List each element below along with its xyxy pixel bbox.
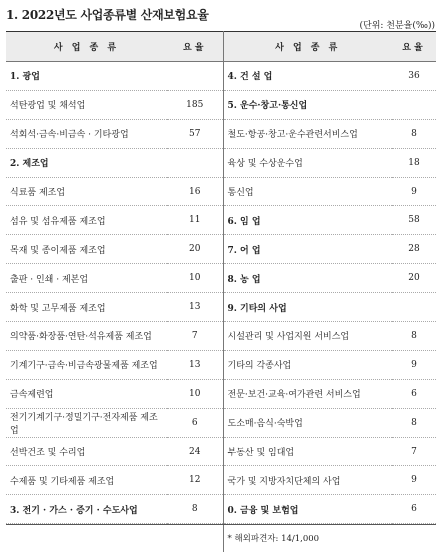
right-rate-cell: 9: [392, 177, 436, 206]
left-rate-cell: [167, 62, 223, 91]
left-rate-cell: 185: [167, 90, 223, 119]
header-left-rate: 요율: [167, 32, 223, 62]
left-rate-cell: 10: [167, 379, 223, 408]
right-name-cell: 전문·보건·교육·여가관련 서비스업: [223, 379, 392, 408]
table-row: [6, 466, 436, 495]
table-row: [6, 62, 436, 91]
right-rate-cell: 8: [392, 119, 436, 148]
right-rate-cell: 58: [392, 206, 436, 235]
left-name-cell: 1. 광업: [6, 62, 167, 91]
right-name-cell: 통신업: [223, 177, 392, 206]
right-rate-cell: [392, 90, 436, 119]
table-row: [6, 293, 436, 322]
left-name-cell: 기계기구·금속·비금속광물제품 제조업: [6, 350, 167, 379]
table-row: [6, 206, 436, 235]
left-name-cell: 전기기계기구·정밀기구·전자제품 제조업: [6, 408, 167, 437]
left-name-cell: 식료품 제조업: [6, 177, 167, 206]
right-rate-cell: 18: [392, 148, 436, 177]
left-rate-cell: [167, 148, 223, 177]
left-rate-cell: 10: [167, 264, 223, 293]
left-name-cell: 수제품 및 기타제품 제조업: [6, 466, 167, 495]
right-name-cell: 국가 및 지방자치단체의 사업: [223, 466, 392, 495]
rate-table: [6, 31, 436, 552]
right-name-cell: 4. 건 설 업: [223, 62, 392, 91]
left-rate-cell: 13: [167, 350, 223, 379]
left-rate-cell: 11: [167, 206, 223, 235]
table-row: [6, 177, 436, 206]
table-row: [6, 437, 436, 466]
left-rate-cell: 8: [167, 495, 223, 524]
left-rate-cell: 12: [167, 466, 223, 495]
overseas-note: * 해외파견자: 14/1,000: [227, 534, 320, 545]
right-name-cell: 7. 어 업: [223, 235, 392, 264]
left-name-cell: 석탄광업 및 채석업: [6, 90, 167, 119]
right-rate-cell: 36: [392, 62, 436, 91]
table-row: [6, 90, 436, 119]
right-rate-cell: 6: [392, 495, 436, 524]
left-name-cell: 출판 · 인쇄 · 제본업: [6, 264, 167, 293]
table-row: [6, 495, 436, 524]
right-name-cell: 9. 기타의 사업: [223, 293, 392, 322]
right-name-cell: 6. 임 업: [223, 206, 392, 235]
left-rate-cell: 6: [167, 408, 223, 437]
table-row: [6, 408, 436, 437]
right-name-cell: 0. 금융 및 보험업: [223, 495, 392, 524]
right-rate-cell: 9: [392, 350, 436, 379]
left-name-cell: 섬유 및 섬유제품 제조업: [6, 206, 167, 235]
right-name-cell: 철도·항공·창고·운수관련서비스업: [223, 119, 392, 148]
bottom-rule: [6, 524, 436, 525]
left-rate-cell: 20: [167, 235, 223, 264]
unit-label: (단위: 천분율(‰)): [359, 21, 435, 31]
table-row: [6, 235, 436, 264]
left-name-cell: 석회석·금속·비금속 · 기타광업: [6, 119, 167, 148]
right-name-cell: 도소매·음식·숙박업: [223, 408, 392, 437]
right-rate-cell: 20: [392, 264, 436, 293]
left-rate-cell: 24: [167, 437, 223, 466]
left-rate-cell: 13: [167, 293, 223, 322]
header-right-rate: 요율: [392, 32, 436, 62]
left-name-cell: 2. 제조업: [6, 148, 167, 177]
header-left-name: 사 업 종 류: [6, 32, 167, 62]
note-row: [6, 524, 436, 552]
right-name-cell: 기타의 각종사업: [223, 350, 392, 379]
table-row: [6, 264, 436, 293]
header-row: [6, 32, 436, 62]
right-name-cell: 5. 운수·창고·통신업: [223, 90, 392, 119]
note-empty: [6, 524, 223, 552]
right-name-cell: 8. 농 업: [223, 264, 392, 293]
right-rate-cell: [392, 293, 436, 322]
left-rate-cell: 16: [167, 177, 223, 206]
table-row: [6, 350, 436, 379]
page-title: 1. 2022년도 사업종류별 산재보험요율: [6, 8, 209, 22]
right-rate-cell: 9: [392, 466, 436, 495]
right-name-cell: 부동산 및 임대업: [223, 437, 392, 466]
left-name-cell: 3. 전기 · 가스 · 증기 · 수도사업: [6, 495, 167, 524]
right-rate-cell: 6: [392, 379, 436, 408]
left-name-cell: 금속제련업: [6, 379, 167, 408]
left-rate-cell: 7: [167, 322, 223, 351]
right-rate-cell: 8: [392, 408, 436, 437]
left-name-cell: 목재 및 종이제품 제조업: [6, 235, 167, 264]
table-row: [6, 148, 436, 177]
right-name-cell: 육상 및 수상운수업: [223, 148, 392, 177]
table-row: [6, 119, 436, 148]
right-rate-cell: 7: [392, 437, 436, 466]
left-name-cell: 선박건조 및 수리업: [6, 437, 167, 466]
right-rate-cell: 8: [392, 322, 436, 351]
table-row: [6, 379, 436, 408]
left-name-cell: 화학 및 고무제품 제조업: [6, 293, 167, 322]
left-name-cell: 의약품·화장품·연탄·석유제품 제조업: [6, 322, 167, 351]
header-right-name: 사 업 종 류: [223, 32, 392, 62]
right-rate-cell: 28: [392, 235, 436, 264]
right-name-cell: 시설관리 및 사업지원 서비스업: [223, 322, 392, 351]
left-rate-cell: 57: [167, 119, 223, 148]
table-row: [6, 322, 436, 351]
